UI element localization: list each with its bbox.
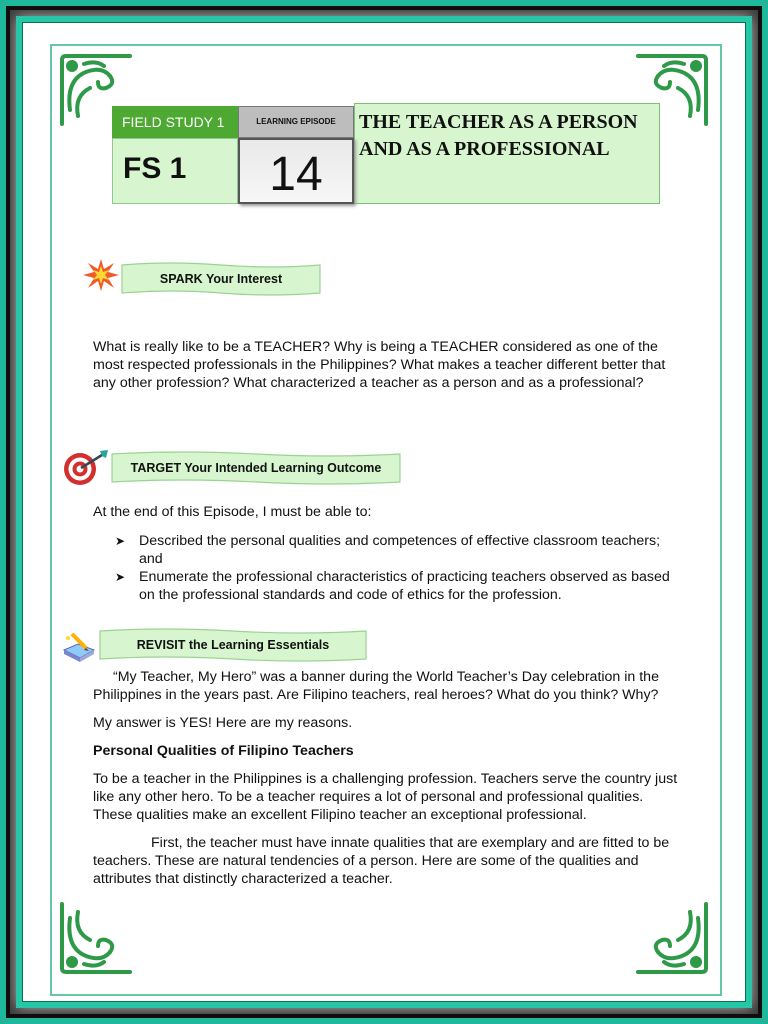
spark-paragraph-text: What is really like to be a TEACHER? Why is being a TEACHER considered as one of the most respected professionals in the Philippines? What makes a teacher different better that any other profession? What characterized a teacher as a person and as a professional? xyxy=(93,339,666,391)
target-dart-icon xyxy=(62,448,110,486)
target-banner xyxy=(110,450,402,486)
book-pencil-icon xyxy=(60,630,98,664)
revisit-paragraph-1: “My Teacher, My Hero” was a banner during the World Teacher’s Day celebration in the Philippines in the years past. Are Filipino teachers, real heroes? What do you think? Why? xyxy=(93,669,659,703)
corner-ornament-bottom-left xyxy=(56,900,134,978)
list-item xyxy=(115,568,680,604)
arrow-bullet-icon: ➤ xyxy=(115,534,126,548)
learning-episode-label: LEARNING EPISODE xyxy=(238,106,354,138)
arrow-bullet-icon: ➤ xyxy=(115,570,126,584)
spark-banner-label: SPARK Your Interest xyxy=(159,272,283,286)
fs-code: FS 1 xyxy=(112,138,238,204)
revisit-banner-label: REVISIT the Learning Essentials xyxy=(136,638,330,652)
spark-banner xyxy=(120,261,322,297)
episode-number: 14 xyxy=(238,138,354,204)
target-intro xyxy=(93,503,683,521)
spark-burst-icon xyxy=(82,258,120,292)
episode-title: THE TEACHER AS A PERSON AND AS A PROFESSIONAL xyxy=(354,103,660,204)
list-item-text: Enumerate the professional characteristics of practicing teachers observed as based on the professional standards and code of ethics for the profession. xyxy=(139,569,670,603)
revisit-paragraph-2: My answer is YES! Here are my reasons. xyxy=(93,715,353,731)
target-banner-label: TARGET Your Intended Learning Outcome xyxy=(130,461,382,475)
personal-qualities-heading: Personal Qualities of Filipino Teachers xyxy=(93,743,354,759)
field-study-label: FIELD STUDY 1 xyxy=(112,106,238,138)
revisit-paragraph-4: First, the teacher must have innate qualities that are exemplary and are fitted to be teachers. These are natural tendencies of a person. Here are some of the qualities and attributes that distinctly characterized a teacher. xyxy=(93,835,670,887)
list-item xyxy=(115,532,680,568)
corner-ornament-bottom-right xyxy=(634,900,712,978)
spark-paragraph xyxy=(93,338,683,392)
revisit-content xyxy=(93,668,683,888)
revisit-banner xyxy=(98,627,368,663)
list-item-text: Described the personal qualities and competences of effective classroom teachers; and xyxy=(139,533,661,567)
target-intro-text: At the end of this Episode, I must be able to: xyxy=(93,504,372,520)
target-bullet-list xyxy=(115,532,680,604)
revisit-paragraph-3: To be a teacher in the Philippines is a challenging profession. Teachers serve the country just like any other hero. To be a teacher requires a lot of personal and professional qualities. These qualities make an excellent Filipino teacher an exceptional professional. xyxy=(93,771,678,823)
